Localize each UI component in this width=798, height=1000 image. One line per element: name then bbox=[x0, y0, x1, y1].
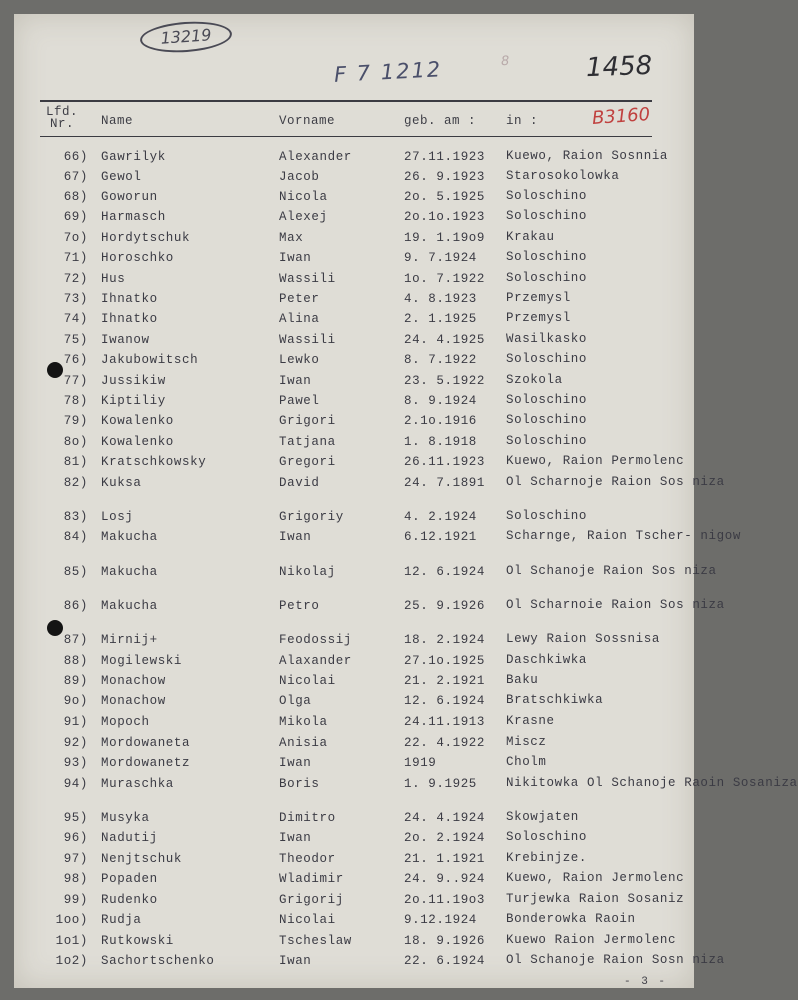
entry-name: Rudenko bbox=[101, 893, 158, 907]
entry-birthdate: 22. 6.1924 bbox=[404, 954, 486, 968]
entry-vorname: Alaxander bbox=[279, 654, 352, 668]
entry-number: 8o) bbox=[63, 435, 88, 449]
entry-birthdate: 22. 4.1922 bbox=[404, 736, 486, 750]
faint-stamp: 8 bbox=[500, 53, 510, 70]
entry-vorname: Lewko bbox=[279, 353, 320, 367]
entry-number: 69) bbox=[63, 210, 88, 224]
entry-birthplace: Daschkiwka bbox=[506, 653, 588, 667]
entry-name: Muraschka bbox=[101, 777, 174, 791]
document-page bbox=[14, 14, 798, 988]
entry-number: 86) bbox=[63, 599, 88, 613]
entry-name: Iwanow bbox=[101, 333, 150, 347]
entry-vorname: Wassili bbox=[279, 272, 336, 286]
entry-birthplace: Kuewo, Raion Sosnnia bbox=[506, 149, 669, 163]
entry-name: Losj bbox=[101, 510, 134, 524]
entry-birthplace: Nikitowka Ol Schanoje Raoin Sosaniza bbox=[506, 776, 798, 790]
entry-birthdate: 4. 2.1924 bbox=[404, 510, 477, 524]
entry-birthdate: 21. 1.1921 bbox=[404, 852, 486, 866]
entry-birthplace: Ol Schanoje Raion Sosn niza bbox=[506, 953, 725, 967]
entry-number: 91) bbox=[63, 715, 88, 729]
number-stamp: 13219 bbox=[139, 19, 233, 55]
entry-birthdate: 18. 9.1926 bbox=[404, 934, 486, 948]
entry-birthdate: 4. 8.1923 bbox=[404, 292, 477, 306]
entry-vorname: Jacob bbox=[279, 170, 320, 184]
entry-number: 89) bbox=[63, 674, 88, 688]
entry-birthdate: 24. 4.1925 bbox=[404, 333, 486, 347]
entry-vorname: Tatjana bbox=[279, 435, 336, 449]
header-nr: Lfd. Nr. bbox=[45, 105, 78, 131]
entry-birthplace: Soloschino bbox=[506, 509, 588, 523]
entry-vorname: David bbox=[279, 476, 320, 490]
entry-vorname: Gregori bbox=[279, 455, 336, 469]
entry-birthplace: Soloschino bbox=[506, 271, 588, 285]
entry-name: Nadutij bbox=[101, 831, 158, 845]
entry-vorname: Petro bbox=[279, 599, 320, 613]
entry-birthdate: 1o. 7.1922 bbox=[404, 272, 486, 286]
entry-number: 85) bbox=[63, 565, 88, 579]
header-geb: geb. am : bbox=[404, 114, 477, 128]
entry-birthplace: Soloschino bbox=[506, 209, 588, 223]
entry-birthdate: 9.12.1924 bbox=[404, 913, 477, 927]
entry-vorname: Grigori bbox=[279, 414, 336, 428]
entry-name: Hordytschuk bbox=[101, 231, 191, 245]
entry-name: Harmasch bbox=[101, 210, 166, 224]
entry-birthplace: Kuewo, Raion Permolenc bbox=[506, 454, 685, 468]
entry-name: Goworun bbox=[101, 190, 158, 204]
entry-birthplace: Turjewka Raion Sosaniz bbox=[506, 892, 685, 906]
entry-number: 67) bbox=[63, 170, 88, 184]
entry-birthplace: Krakau bbox=[506, 230, 555, 244]
entry-vorname: Tscheslaw bbox=[279, 934, 352, 948]
header-name: Name bbox=[101, 114, 134, 128]
entry-birthdate: 2o.11.19o3 bbox=[404, 893, 486, 907]
entry-number: 81) bbox=[63, 455, 88, 469]
entry-name: Jakubowitsch bbox=[101, 353, 199, 367]
entry-name: Monachow bbox=[101, 674, 166, 688]
entry-birthdate: 6.12.1921 bbox=[404, 530, 477, 544]
entry-birthdate: 2o. 2.1924 bbox=[404, 831, 486, 845]
entry-vorname: Iwan bbox=[279, 251, 312, 265]
entry-birthplace: Soloschino bbox=[506, 413, 588, 427]
entry-birthplace: Starosokolowka bbox=[506, 169, 620, 183]
reference-note: F 7 1212 bbox=[333, 57, 443, 87]
header-top-rule bbox=[40, 100, 652, 102]
entry-birthplace: Krebinjze. bbox=[506, 851, 588, 865]
entry-vorname: Max bbox=[279, 231, 304, 245]
entry-birthplace: Bonderowka Raoin bbox=[506, 912, 636, 926]
entry-birthplace: Kuewo Raion Jermolenc bbox=[506, 933, 677, 947]
entry-number: 83) bbox=[63, 510, 88, 524]
entry-number: 71) bbox=[63, 251, 88, 265]
entry-birthplace: Wasilkasko bbox=[506, 332, 588, 346]
entry-number: 73) bbox=[63, 292, 88, 306]
entry-name: Makucha bbox=[101, 565, 158, 579]
entry-birthplace: Przemysl bbox=[506, 291, 571, 305]
entry-name: Horoschko bbox=[101, 251, 174, 265]
entry-name: Mordowanetz bbox=[101, 756, 191, 770]
entry-vorname: Wassili bbox=[279, 333, 336, 347]
header-in: in : bbox=[506, 114, 539, 128]
entry-name: Ihnatko bbox=[101, 312, 158, 326]
entry-birthplace: Kuewo, Raion Jermolenc bbox=[506, 871, 685, 885]
entry-vorname: Nikolaj bbox=[279, 565, 336, 579]
header-bottom-rule bbox=[40, 136, 652, 137]
entry-birthplace: Ol Scharnoje Raion Sos niza bbox=[506, 475, 725, 489]
header-vorname: Vorname bbox=[279, 114, 336, 128]
entry-name: Gawrilyk bbox=[101, 150, 166, 164]
entry-vorname: Nicolai bbox=[279, 913, 336, 927]
entry-vorname: Alexej bbox=[279, 210, 328, 224]
entry-vorname: Dimitro bbox=[279, 811, 336, 825]
entry-name: Kowalenko bbox=[101, 435, 174, 449]
entry-birthplace: Szokola bbox=[506, 373, 563, 387]
entry-vorname: Alexander bbox=[279, 150, 352, 164]
entry-number: 92) bbox=[63, 736, 88, 750]
entry-birthplace: Skowjaten bbox=[506, 810, 579, 824]
entry-vorname: Nicolai bbox=[279, 674, 336, 688]
entry-birthplace: Soloschino bbox=[506, 393, 588, 407]
entry-name: Rutkowski bbox=[101, 934, 174, 948]
entry-birthplace: Cholm bbox=[506, 755, 547, 769]
entry-number: 93) bbox=[63, 756, 88, 770]
entry-name: Hus bbox=[101, 272, 126, 286]
entry-birthdate: 2o.1o.1923 bbox=[404, 210, 486, 224]
entry-birthplace: Lewy Raion Sossnisa bbox=[506, 632, 660, 646]
entry-birthdate: 21. 2.1921 bbox=[404, 674, 486, 688]
entry-number: 97) bbox=[63, 852, 88, 866]
entry-vorname: Anisia bbox=[279, 736, 328, 750]
entry-vorname: Olga bbox=[279, 694, 312, 708]
entry-birthplace: Soloschino bbox=[506, 352, 588, 366]
entry-number: 88) bbox=[63, 654, 88, 668]
entry-birthdate: 27.11.1923 bbox=[404, 150, 486, 164]
entry-number: 68) bbox=[63, 190, 88, 204]
entry-name: Sachortschenko bbox=[101, 954, 215, 968]
entry-number: 96) bbox=[63, 831, 88, 845]
entry-name: Makucha bbox=[101, 599, 158, 613]
entry-name: Kiptiliy bbox=[101, 394, 166, 408]
entry-number: 9o) bbox=[63, 694, 88, 708]
entry-vorname: Iwan bbox=[279, 530, 312, 544]
entry-name: Monachow bbox=[101, 694, 166, 708]
entry-birthplace: Soloschino bbox=[506, 830, 588, 844]
entry-name: Mogilewski bbox=[101, 654, 183, 668]
entry-birthplace: Ol Scharnoie Raion Sos niza bbox=[506, 598, 725, 612]
entry-birthplace: Scharnge, Raion Tscher- nigow bbox=[506, 529, 741, 543]
entry-birthdate: 24. 4.1924 bbox=[404, 811, 486, 825]
entry-vorname: Pawel bbox=[279, 394, 320, 408]
entry-vorname: Iwan bbox=[279, 756, 312, 770]
entry-number: 66) bbox=[63, 150, 88, 164]
entry-vorname: Boris bbox=[279, 777, 320, 791]
entry-name: Ihnatko bbox=[101, 292, 158, 306]
entry-number: 74) bbox=[63, 312, 88, 326]
entry-name: Mirnij+ bbox=[101, 633, 158, 647]
red-annotation: B3160 bbox=[591, 103, 651, 130]
entry-birthplace: Soloschino bbox=[506, 434, 588, 448]
entry-number: 1o2) bbox=[55, 954, 88, 968]
entry-number: 78) bbox=[63, 394, 88, 408]
entry-name: Jussikiw bbox=[101, 374, 166, 388]
entry-birthplace: Ol Schanoje Raion Sos niza bbox=[506, 564, 717, 578]
entry-birthdate: 1. 8.1918 bbox=[404, 435, 477, 449]
entry-name: Kratschkowsky bbox=[101, 455, 207, 469]
entry-vorname: Alina bbox=[279, 312, 320, 326]
entry-birthdate: 25. 9.1926 bbox=[404, 599, 486, 613]
entry-birthdate: 24.11.1913 bbox=[404, 715, 486, 729]
entry-birthdate: 12. 6.1924 bbox=[404, 694, 486, 708]
entry-birthdate: 26. 9.1923 bbox=[404, 170, 486, 184]
entry-number: 87) bbox=[63, 633, 88, 647]
entry-name: Popaden bbox=[101, 872, 158, 886]
entry-name: Makucha bbox=[101, 530, 158, 544]
entry-number: 7o) bbox=[63, 231, 88, 245]
entry-number: 1oo) bbox=[55, 913, 88, 927]
entry-vorname: Iwan bbox=[279, 954, 312, 968]
entry-birthplace: Soloschino bbox=[506, 189, 588, 203]
entry-birthdate: 19. 1.19o9 bbox=[404, 231, 486, 245]
page-number: 1458 bbox=[585, 50, 653, 84]
punch-hole bbox=[47, 620, 63, 636]
entry-birthplace: Bratschkiwka bbox=[506, 693, 604, 707]
entry-number: 1o1) bbox=[55, 934, 88, 948]
entry-name: Kowalenko bbox=[101, 414, 174, 428]
entry-name: Mopoch bbox=[101, 715, 150, 729]
entry-birthdate: 2o. 5.1925 bbox=[404, 190, 486, 204]
entry-vorname: Grigorij bbox=[279, 893, 344, 907]
entry-number: 94) bbox=[63, 777, 88, 791]
entry-vorname: Mikola bbox=[279, 715, 328, 729]
entry-birthdate: 1919 bbox=[404, 756, 437, 770]
entry-vorname: Iwan bbox=[279, 374, 312, 388]
entry-name: Nenjtschuk bbox=[101, 852, 183, 866]
entry-name: Gewol bbox=[101, 170, 142, 184]
entry-number: 98) bbox=[63, 872, 88, 886]
entry-number: 82) bbox=[63, 476, 88, 490]
punch-hole bbox=[47, 362, 63, 378]
entry-number: 72) bbox=[63, 272, 88, 286]
entry-birthplace: Soloschino bbox=[506, 250, 588, 264]
page-footer: - 3 - bbox=[624, 976, 668, 988]
entry-birthplace: Przemysl bbox=[506, 311, 571, 325]
entry-number: 76) bbox=[63, 353, 88, 367]
entry-birthplace: Miscz bbox=[506, 735, 547, 749]
entry-birthdate: 26.11.1923 bbox=[404, 455, 486, 469]
entry-name: Rudja bbox=[101, 913, 142, 927]
entry-vorname: Iwan bbox=[279, 831, 312, 845]
entry-birthdate: 24. 7.1891 bbox=[404, 476, 486, 490]
entry-birthdate: 24. 9..924 bbox=[404, 872, 486, 886]
entry-birthdate: 8. 7.1922 bbox=[404, 353, 477, 367]
entry-number: 95) bbox=[63, 811, 88, 825]
entry-birthdate: 23. 5.1922 bbox=[404, 374, 486, 388]
entry-vorname: Theodor bbox=[279, 852, 336, 866]
entry-vorname: Feodossij bbox=[279, 633, 352, 647]
entry-number: 99) bbox=[63, 893, 88, 907]
entry-number: 79) bbox=[63, 414, 88, 428]
entry-birthdate: 9. 7.1924 bbox=[404, 251, 477, 265]
entry-number: 84) bbox=[63, 530, 88, 544]
entry-birthdate: 1. 9.1925 bbox=[404, 777, 477, 791]
entry-number: 77) bbox=[63, 374, 88, 388]
entry-birthdate: 27.1o.1925 bbox=[404, 654, 486, 668]
entry-name: Kuksa bbox=[101, 476, 142, 490]
entry-birthdate: 12. 6.1924 bbox=[404, 565, 486, 579]
entry-birthdate: 18. 2.1924 bbox=[404, 633, 486, 647]
entry-birthdate: 2.1o.1916 bbox=[404, 414, 477, 428]
entry-name: Mordowaneta bbox=[101, 736, 191, 750]
entry-birthdate: 8. 9.1924 bbox=[404, 394, 477, 408]
entry-birthplace: Krasne bbox=[506, 714, 555, 728]
entry-number: 75) bbox=[63, 333, 88, 347]
entry-vorname: Wladimir bbox=[279, 872, 344, 886]
entry-vorname: Peter bbox=[279, 292, 320, 306]
entry-birthdate: 2. 1.1925 bbox=[404, 312, 477, 326]
entry-name: Musyka bbox=[101, 811, 150, 825]
entry-vorname: Nicola bbox=[279, 190, 328, 204]
entry-birthplace: Baku bbox=[506, 673, 539, 687]
entry-vorname: Grigoriy bbox=[279, 510, 344, 524]
